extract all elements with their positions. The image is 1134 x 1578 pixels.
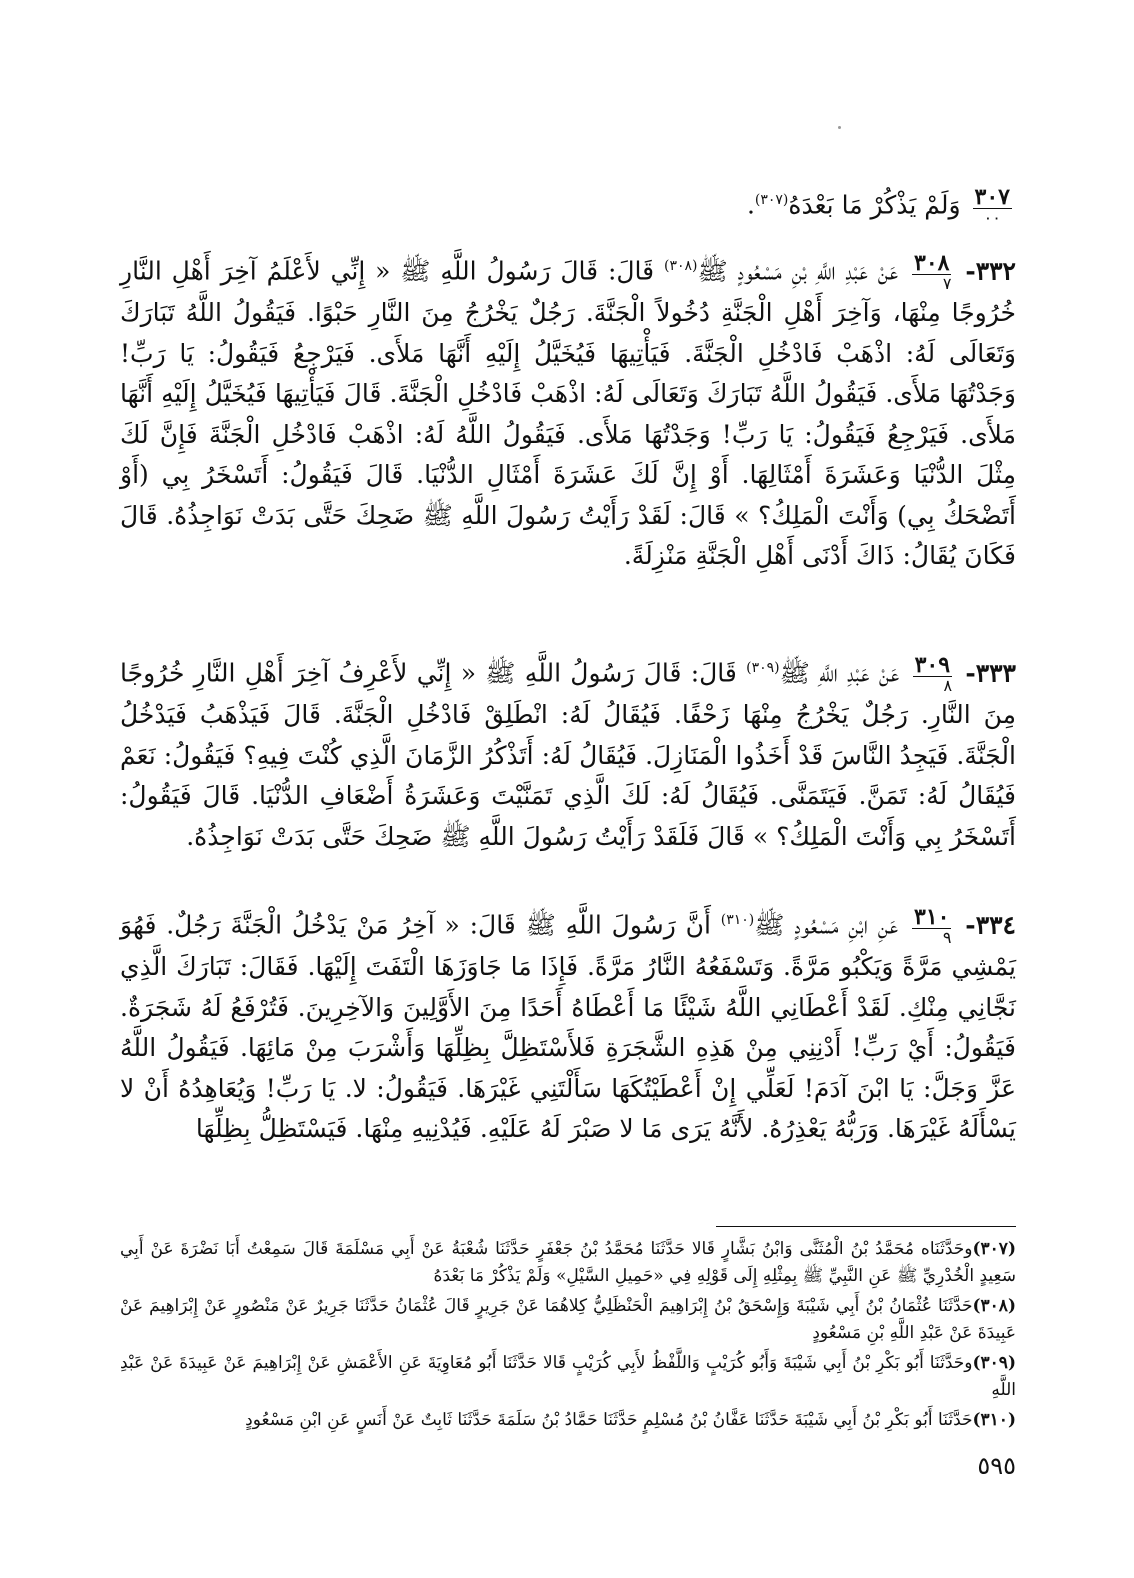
hadith-number: ٣٣٢- (965, 256, 1016, 286)
footnote (120, 1407, 1016, 1434)
ref-bottom: ٨ (943, 676, 953, 696)
cross-reference (912, 906, 951, 947)
hadith-number: ٣٣٣- (965, 658, 1016, 688)
footnote-number: (٣٠٧) (972, 1239, 1016, 1259)
hadith-text: قَالَ: قَالَ رَسُولُ اللَّهِ ﷺ « إِنِّي لأَعْلَمُ آخِرَ أَهْلِ النَّارِ خُرُوجًا مِنْهَا، وَآخِرَ أَهْلِ الْجَنَّةِ دُخُولاً الْجَنَّةَ. رَجُلٌ يَخْرُجُ مِنَ النَّارِ حَبْوًا. فَيَقُولُ اللَّهُ تَبَارَكَ وَتَعَالَى لَهُ: اذْهَبْ فَادْخُلِ الْجَنَّةَ. فَيَأْتِيهَا فَيُخَيَّلُ إِلَيْهِ أَنَّهَا مَلأَى. فَيَرْجِعُ فَيَقُولُ: يَا رَبِّ! وَجَدْتُهَا مَلأَى. فَيَقُولُ اللَّهُ تَبَارَكَ وَتَعَالَى لَهُ: اذْهَبْ فَادْخُلِ الْجَنَّةَ. قَالَ فَيَأْتِيهَا فَيُخَيَّلُ إِلَيْهِ أَنَّهَا مَلأَى. فَيَرْجِعُ فَيَقُولُ: يَا رَبِّ! وَجَدْتُهَا مَلأَى. فَيَقُولُ اللَّهُ لَهُ: اذْهَبْ فَادْخُلِ الْجَنَّةَ فَإِنَّ لَكَ مِثْلَ الدُّنْيَا وَعَشَرَةَ أَمْثَالِهَا. أَوْ إِنَّ لَكَ عَشَرَةَ أَمْثَالِ الدُّنْيَا. قَالَ فَيَقُولُ: أَتَسْخَرُ بِي (أَوْ أَتَضْحَكُ بِي) وَأَنْتَ الْمَلِكُ؟ » قَالَ: لَقَدْ رَأَيْتُ رَسُولَ اللَّهِ ﷺ ضَحِكَ حَتَّى بَدَتْ نَوَاجِذُهُ. قَالَ فَكَانَ يُقَالُ: ذَاكَ أَدْنَى أَهْلِ الْجَنَّةِ مَنْزِلَةً. (120, 256, 1016, 571)
cross-reference (913, 654, 952, 695)
footnote-separator (716, 1226, 1016, 1227)
footnote-number: (٣٠٨) (972, 1296, 1016, 1316)
book-page (120, 0, 1016, 1578)
intro-text: وَلَمْ يَذْكُرْ مَا بَعْدَهُ (788, 190, 961, 220)
hadith-332 (120, 246, 1016, 577)
footnote (120, 1350, 1016, 1404)
intro-end: . (746, 190, 755, 220)
footnote-marker: (٣٠٩) (746, 660, 780, 676)
ref-bottom: ٩ (942, 928, 952, 948)
ref-top: ٣٠٨ (914, 250, 950, 277)
cross-reference (973, 186, 1012, 227)
narrator: عَنْ عَبْدِ اللَّهِ بْنِ مَسْعُودٍ ﷺ (697, 256, 899, 286)
speck (838, 126, 841, 129)
footnote-marker: (٣١٠) (720, 912, 755, 928)
footnote-marker: (٣٠٨) (664, 258, 698, 274)
footnote-text: حَدَّثَنَا أَبُو بَكْرِ بْنُ أَبِي شَيْبَةَ حَدَّثَنَا عَفَّانُ بْنُ مُسْلِمٍ حَدَّثَنَا حَمَّادُ بْنُ سَلَمَةَ حَدَّثَنَا ثَابِتٌ عَنْ أَنَسٍ عَنِ ابْنِ مَسْعُودٍ (245, 1410, 973, 1430)
footnote-number: (٣٠٩) (972, 1353, 1016, 1373)
page-number: ٥٩٥ (977, 1452, 1016, 1480)
ref-top: ٣٠٧ (974, 184, 1010, 211)
cross-reference (912, 252, 951, 293)
footnote-text: حَدَّثَنَا عُثْمَانُ بْنُ أَبِي شَيْبَةَ وَإِسْحَقُ بْنُ إِبْرَاهِيمَ الْحَنْظَلِيُّ كِلاهُمَا عَنْ جَرِيرٍ قَالَ عُثْمَانُ حَدَّثَنَا جَرِيرٌ عَنْ مَنْصُورٍ عَنْ إِبْرَاهِيمَ عَنْ عَبِيدَةَ عَنْ عَبْدِ اللَّهِ بْنِ مَسْعُودٍ (120, 1296, 1016, 1343)
intro-line (120, 178, 1016, 227)
ref-bottom: ٧ (942, 274, 952, 294)
footnote-text: وحَدَّثَنَاه مُحَمَّدُ بْنُ الْمُثَنَّى وَابْنُ بَشَّارٍ قَالا حَدَّثَنَا مُحَمَّدُ بْنُ جَعْفَرٍ حَدَّثَنَا شُعْبَةُ عَنْ أَبِي مَسْلَمَةَ قَالَ سَمِعْتُ أَبَا نَضْرَةَ عَنْ أَبِي سَعِيدٍ الْخُدْرِيِّ ﷺ عَنِ النَّبِيِّ ﷺ بِمِثْلِهِ إِلَى قَوْلِهِ فِي «حَمِيلِ السَّيْلِ» وَلَمْ يَذْكُرْ مَا بَعْدَهُ (120, 1239, 1016, 1286)
footnote-number: (٣١٠) (972, 1410, 1016, 1430)
footnote-marker: (٣٠٧) (754, 192, 789, 208)
hadith-text: أَنَّ رَسُولَ اللَّهِ ﷺ قَالَ: « آخِرُ مَنْ يَدْخُلُ الْجَنَّةَ رَجُلٌ. فَهُوَ يَمْشِي مَرَّةً وَيَكْبُو مَرَّةً. وَتَسْفَعُهُ النَّارُ مَرَّةً. فَإِذَا مَا جَاوَزَهَا الْتَفَتَ إِلَيْهَا. فَقَالَ: تَبَارَكَ الَّذِي نَجَّانِي مِنْكِ. لَقَدْ أَعْطَانِي اللَّهُ شَيْئًا مَا أَعْطَاهُ أَحَدًا مِنَ الأَوَّلِينَ وَالآخِرِينَ. فَتُرْفَعُ لَهُ شَجَرَةٌ. فَيَقُولُ: أَيْ رَبِّ! أَدْنِنِي مِنْ هَذِهِ الشَّجَرَةِ فَلأَسْتَظِلَّ بِظِلِّهَا وَأَشْرَبَ مِنْ مَائِهَا. فَيَقُولُ اللَّهُ عَزَّ وَجَلَّ: يَا ابْنَ آدَمَ! لَعَلِّي إِنْ أَعْطَيْتُكَهَا سَأَلْتَنِي غَيْرَهَا. فَيَقُولُ: لا. يَا رَبِّ! وَيُعَاهِدُهُ أَنْ لا يَسْأَلَهُ غَيْرَهَا. وَرَبُّهُ يَعْذِرُهُ. لأَنَّهُ يَرَى مَا لا صَبْرَ لَهُ عَلَيْهِ. فَيُدْنِيهِ مِنْهَا. فَيَسْتَظِلُّ بِظِلِّهَا (120, 910, 1016, 1144)
hadith-number: ٣٣٤- (965, 910, 1016, 940)
footnotes (120, 1236, 1016, 1437)
hadith-333 (120, 648, 1016, 857)
footnote (120, 1293, 1016, 1347)
hadith-334 (120, 900, 1016, 1150)
narrator: عَنْ عَبْدِ اللَّهِ ﷺ (779, 658, 900, 688)
footnote-text: وحَدَّثَنَا أَبُو بَكْرِ بْنُ أَبِي شَيْبَةَ وَأَبُو كُرَيْبٍ وَاللَّفْظُ لأَبِي كُرَيْبٍ قَالا حَدَّثَنَا أَبُو مُعَاوِيَةَ عَنِ الأَعْمَشِ عَنْ إِبْرَاهِيمَ عَنْ عَبِيدَةَ عَنْ عَبْدِ اللَّهِ (120, 1353, 1016, 1400)
ref-bottom: ٠٠ (983, 208, 1001, 228)
hadith-text: قَالَ: قَالَ رَسُولُ اللَّهِ ﷺ « إِنِّي لأَعْرِفُ آخِرَ أَهْلِ النَّارِ خُرُوجًا مِنَ النَّارِ. رَجُلٌ يَخْرُجُ مِنْهَا زَحْفًا. فَيُقَالُ لَهُ: انْطَلِقْ فَادْخُلِ الْجَنَّةَ. قَالَ فَيَذْهَبُ فَيَدْخُلُ الْجَنَّةَ. فَيَجِدُ النَّاسَ قَدْ أَخَذُوا الْمَنَازِلَ. فَيُقَالُ لَهُ: أَتَذْكُرُ الزَّمَانَ الَّذِي كُنْتَ فِيهِ؟ فَيَقُولُ: نَعَمْ فَيُقَالُ لَهُ: تَمَنَّ. فَيَتَمَنَّى. فَيُقَالُ لَهُ: لَكَ الَّذِي تَمَنَّيْتَ وَعَشَرَةُ أَضْعَافِ الدُّنْيَا. قَالَ فَيَقُولُ: أَتَسْخَرُ بِي وَأَنْتَ الْمَلِكُ؟ » قَالَ فَلَقَدْ رَأَيْتُ رَسُولَ اللَّهِ ﷺ ضَحِكَ حَتَّى بَدَتْ نَوَاجِذُهُ. (120, 658, 1016, 851)
footnote (120, 1236, 1016, 1290)
narrator: عَنِ ابْنِ مَسْعُودٍ ﷺ (754, 910, 899, 940)
ref-top: ٣١٠ (914, 904, 950, 931)
ref-top: ٣٠٩ (914, 652, 951, 679)
